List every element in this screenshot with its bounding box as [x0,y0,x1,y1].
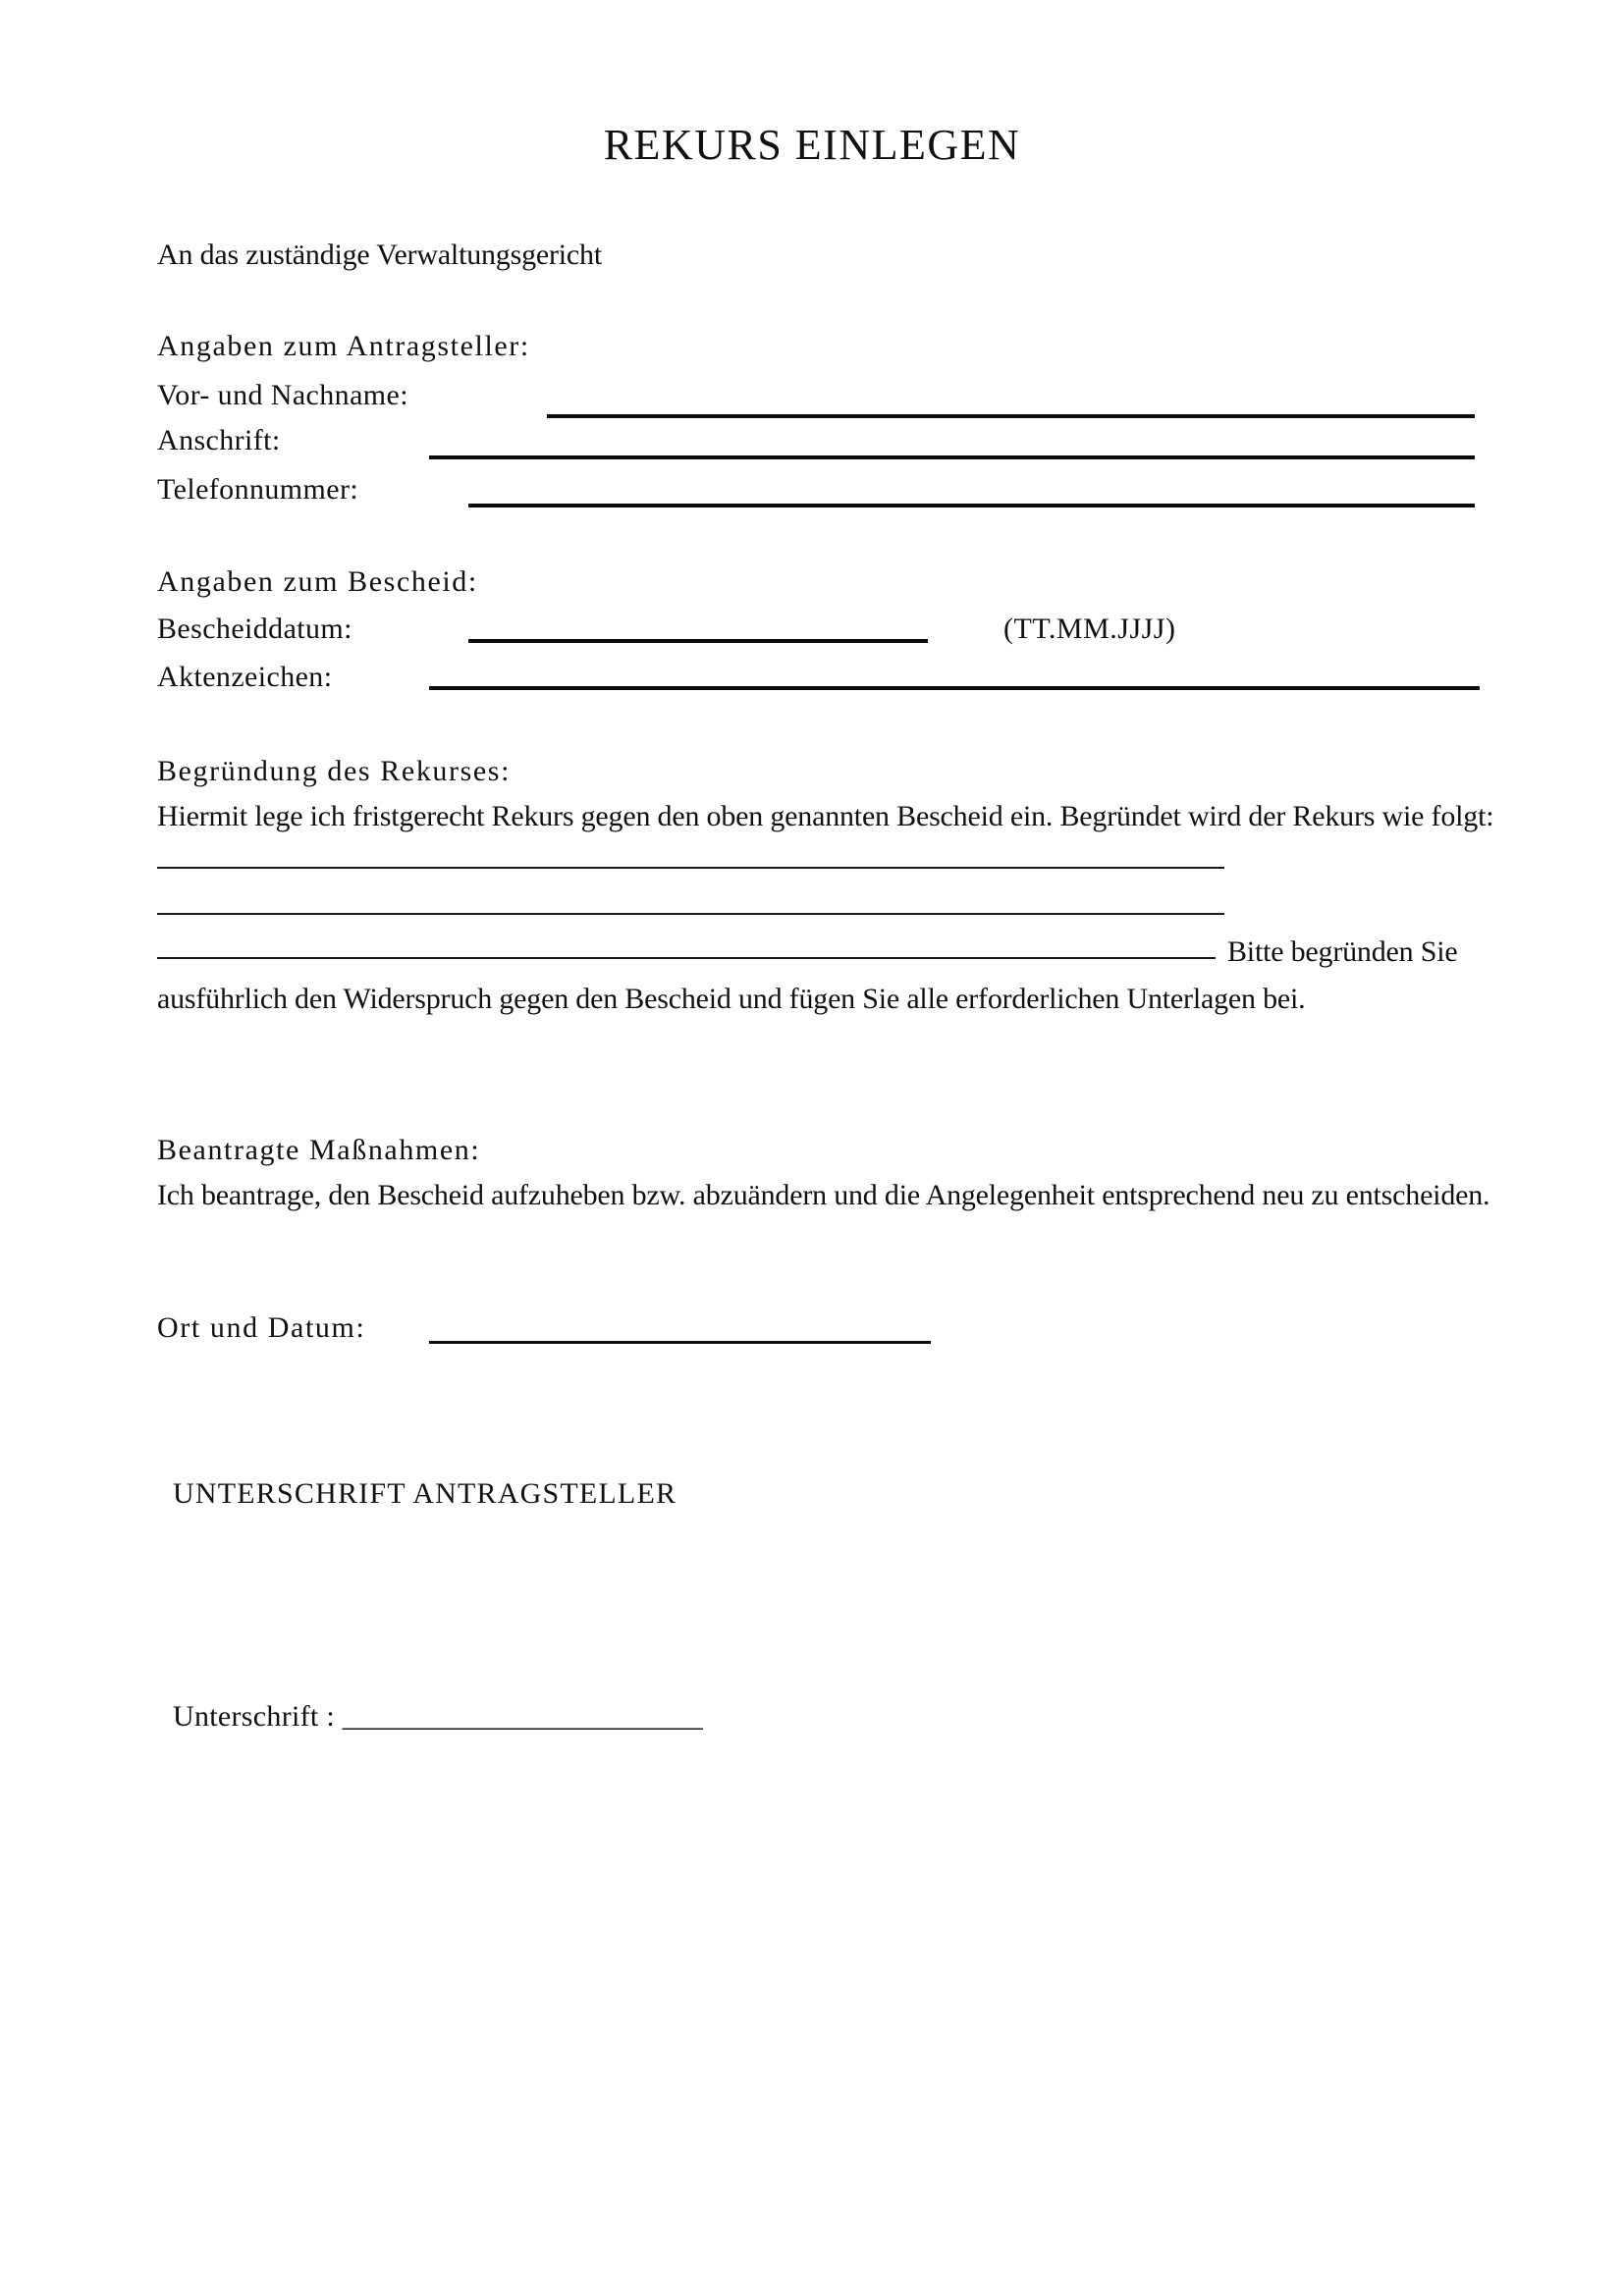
page-title: REKURS EINLEGEN [603,121,1021,169]
reasoning-section-heading: Begründung des Rekurses: [157,755,512,787]
recipient-line: An das zuständige Verwaltungsgericht [157,239,602,271]
measures-statement: Ich beantrage, den Bescheid aufzuheben bzw. abzuändern und die Angelegenheit entsprechend neu zu entscheiden. [157,1179,1490,1211]
reasoning-intro-text: Hiermit lege ich fristgerecht Rekurs gegen den oben genannten Bescheid ein. Begründet wird der Rekurs wie folgt: [157,800,1494,832]
decision-date-label: Bescheiddatum: [157,613,352,645]
place-date-label: Ort und Datum: [157,1311,366,1344]
signature-row [173,1700,703,1734]
reasoning-blank-line-1[interactable] [157,867,1224,869]
phone-input-line[interactable] [468,504,1475,507]
measures-section-heading: Beantragte Maßnahmen: [157,1134,481,1166]
file-number-label: Aktenzeichen: [157,661,333,693]
reasoning-note-inline: Bitte begründen Sie [1227,935,1458,968]
reasoning-note-continued: ausführlich den Widerspruch gegen den Bescheid und fügen Sie alle erforderlichen Unterlagen bei. [157,983,1306,1015]
phone-label: Telefonnummer: [157,473,359,506]
signature-input-line[interactable]: ________________________ [342,1700,703,1733]
file-number-input-line[interactable] [429,686,1480,690]
applicant-section-heading: Angaben zum Antragsteller: [157,330,530,362]
signature-label: Unterschrift : [173,1700,335,1733]
place-date-input-line[interactable] [429,1341,931,1344]
name-label: Vor- und Nachname: [157,379,408,411]
decision-date-input-line[interactable] [468,639,928,643]
decision-section-heading: Angaben zum Bescheid: [157,565,478,598]
address-label: Anschrift: [157,424,281,456]
address-input-line[interactable] [429,455,1475,459]
reasoning-blank-line-3[interactable] [157,957,1216,959]
date-format-hint: (TT.MM.JJJJ) [1003,613,1176,645]
signature-heading: UNTERSCHRIFT ANTRAGSTELLER [173,1477,677,1510]
name-input-line[interactable] [547,414,1475,418]
reasoning-blank-line-2[interactable] [157,913,1224,915]
